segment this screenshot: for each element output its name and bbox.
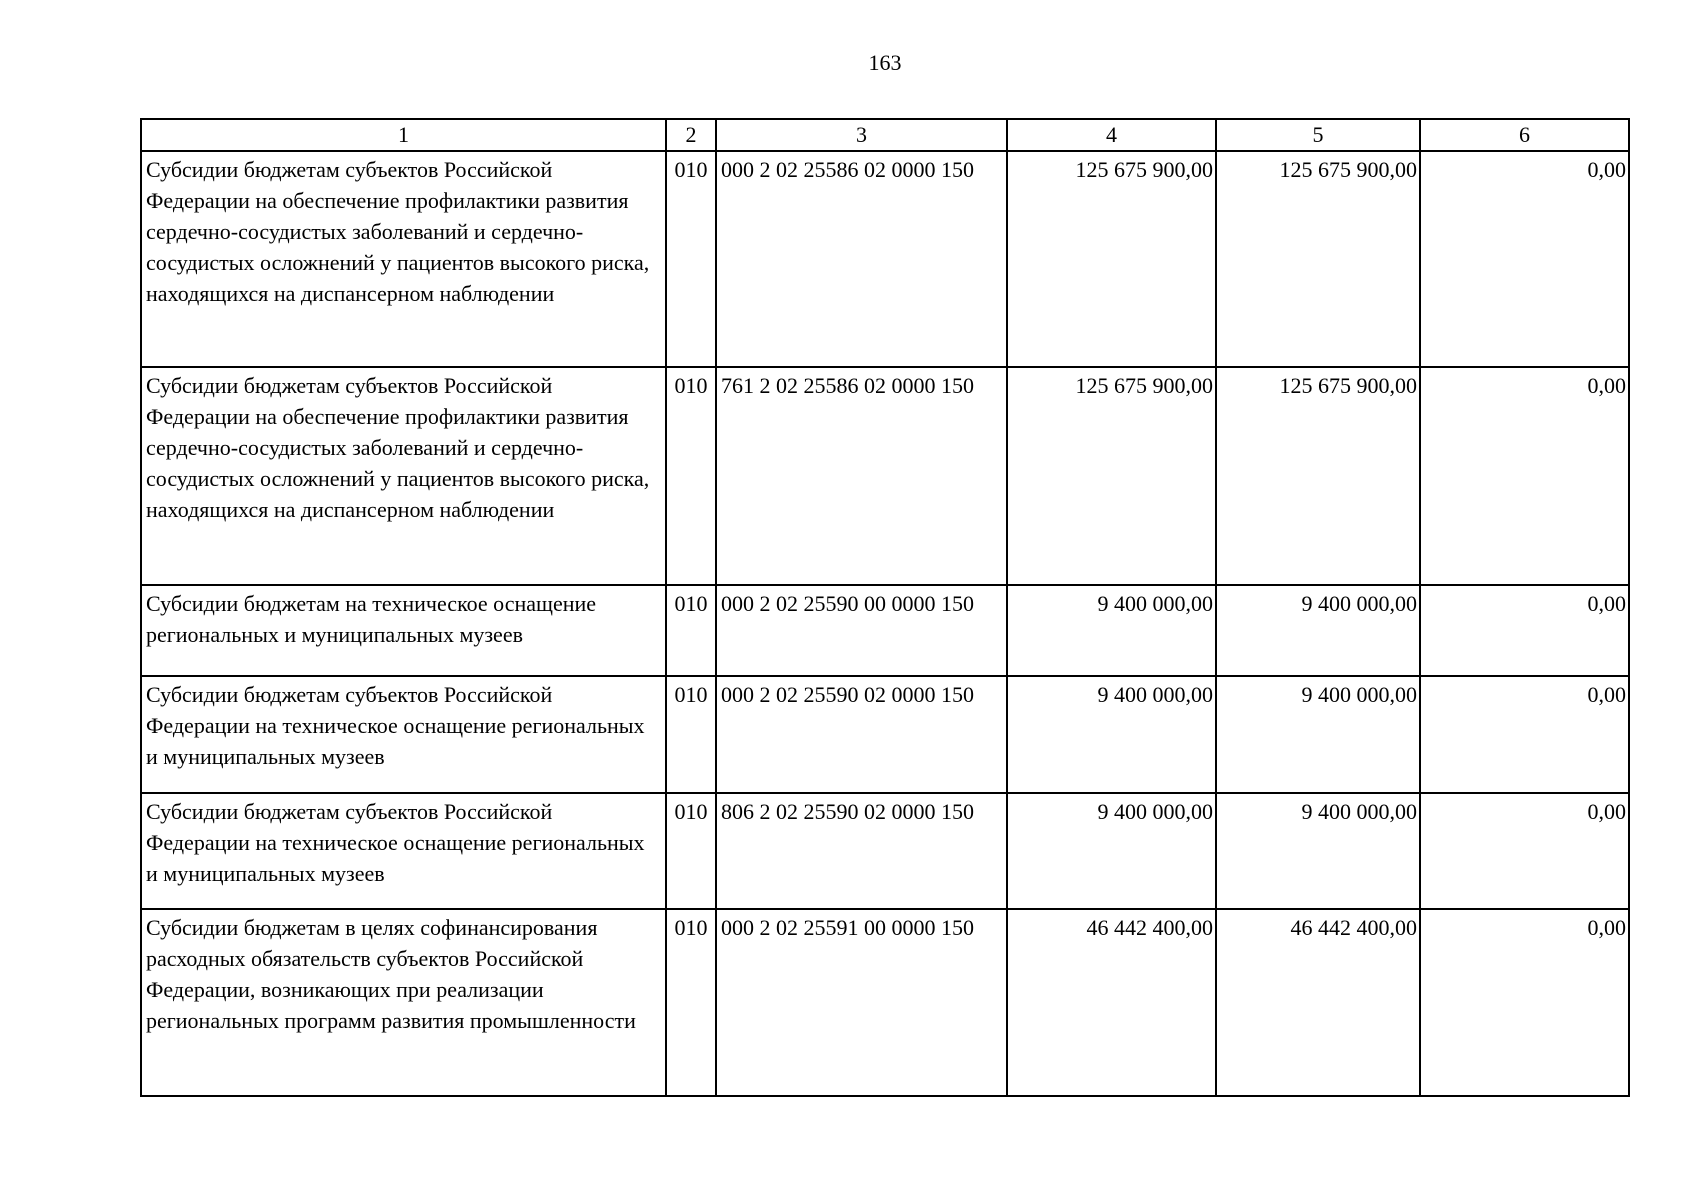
row-amount-col5: 46 442 400,00	[1216, 909, 1420, 1096]
row-admin-code: 010	[666, 151, 716, 367]
row-classification-code: 761 2 02 25586 02 0000 150	[716, 367, 1007, 585]
header-col-6: 6	[1420, 119, 1629, 151]
row-amount-col4: 9 400 000,00	[1007, 676, 1216, 793]
row-classification-code: 000 2 02 25590 02 0000 150	[716, 676, 1007, 793]
table-row	[141, 367, 1629, 585]
row-description: Субсидии бюджетам субъектов Российской Федерации на обеспечение профилактики развития сердечно-сосудистых заболеваний и сердечно-сосудистых осложнений у пациентов высокого риска, находящихся на диспансерном наблюдении	[141, 367, 666, 585]
row-description: Субсидии бюджетам субъектов Российской Федерации на обеспечение профилактики развития сердечно-сосудистых заболеваний и сердечно-сосудистых осложнений у пациентов высокого риска, находящихся на диспансерном наблюдении	[141, 151, 666, 367]
header-col-3: 3	[716, 119, 1007, 151]
row-admin-code: 010	[666, 676, 716, 793]
row-admin-code: 010	[666, 909, 716, 1096]
row-amount-col5: 125 675 900,00	[1216, 151, 1420, 367]
row-amount-col4: 125 675 900,00	[1007, 151, 1216, 367]
table-row	[141, 151, 1629, 367]
page-number: 163	[868, 50, 902, 75]
row-admin-code: 010	[666, 367, 716, 585]
row-description: Субсидии бюджетам в целях софинансирования расходных обязательств субъектов Российской Федерации, возникающих при реализации региональных программ развития промышленности	[141, 909, 666, 1096]
row-classification-code: 000 2 02 25590 00 0000 150	[716, 585, 1007, 676]
row-amount-col6: 0,00	[1420, 151, 1629, 367]
row-admin-code: 010	[666, 585, 716, 676]
row-amount-col6: 0,00	[1420, 909, 1629, 1096]
budget-table	[140, 118, 1630, 1097]
row-description: Субсидии бюджетам субъектов Российской Федерации на техническое оснащение региональных и муниципальных музеев	[141, 793, 666, 909]
table-row	[141, 793, 1629, 909]
row-amount-col4: 9 400 000,00	[1007, 793, 1216, 909]
row-amount-col4: 9 400 000,00	[1007, 585, 1216, 676]
table-row	[141, 909, 1629, 1096]
row-admin-code: 010	[666, 793, 716, 909]
row-amount-col5: 9 400 000,00	[1216, 585, 1420, 676]
row-amount-col4: 125 675 900,00	[1007, 367, 1216, 585]
header-col-2: 2	[666, 119, 716, 151]
row-amount-col5: 125 675 900,00	[1216, 367, 1420, 585]
header-col-1: 1	[141, 119, 666, 151]
row-amount-col6: 0,00	[1420, 585, 1629, 676]
row-amount-col6: 0,00	[1420, 676, 1629, 793]
header-row	[141, 119, 1629, 151]
row-description: Субсидии бюджетам субъектов Российской Федерации на техническое оснащение региональных и муниципальных музеев	[141, 676, 666, 793]
row-classification-code: 000 2 02 25591 00 0000 150	[716, 909, 1007, 1096]
header-col-4: 4	[1007, 119, 1216, 151]
row-amount-col6: 0,00	[1420, 367, 1629, 585]
row-amount-col4: 46 442 400,00	[1007, 909, 1216, 1096]
table-row	[141, 676, 1629, 793]
header-col-5: 5	[1216, 119, 1420, 151]
row-amount-col5: 9 400 000,00	[1216, 676, 1420, 793]
row-amount-col5: 9 400 000,00	[1216, 793, 1420, 909]
row-description: Субсидии бюджетам на техническое оснащение региональных и муниципальных музеев	[141, 585, 666, 676]
table-row	[141, 585, 1629, 676]
row-amount-col6: 0,00	[1420, 793, 1629, 909]
row-classification-code: 000 2 02 25586 02 0000 150	[716, 151, 1007, 367]
row-classification-code: 806 2 02 25590 02 0000 150	[716, 793, 1007, 909]
